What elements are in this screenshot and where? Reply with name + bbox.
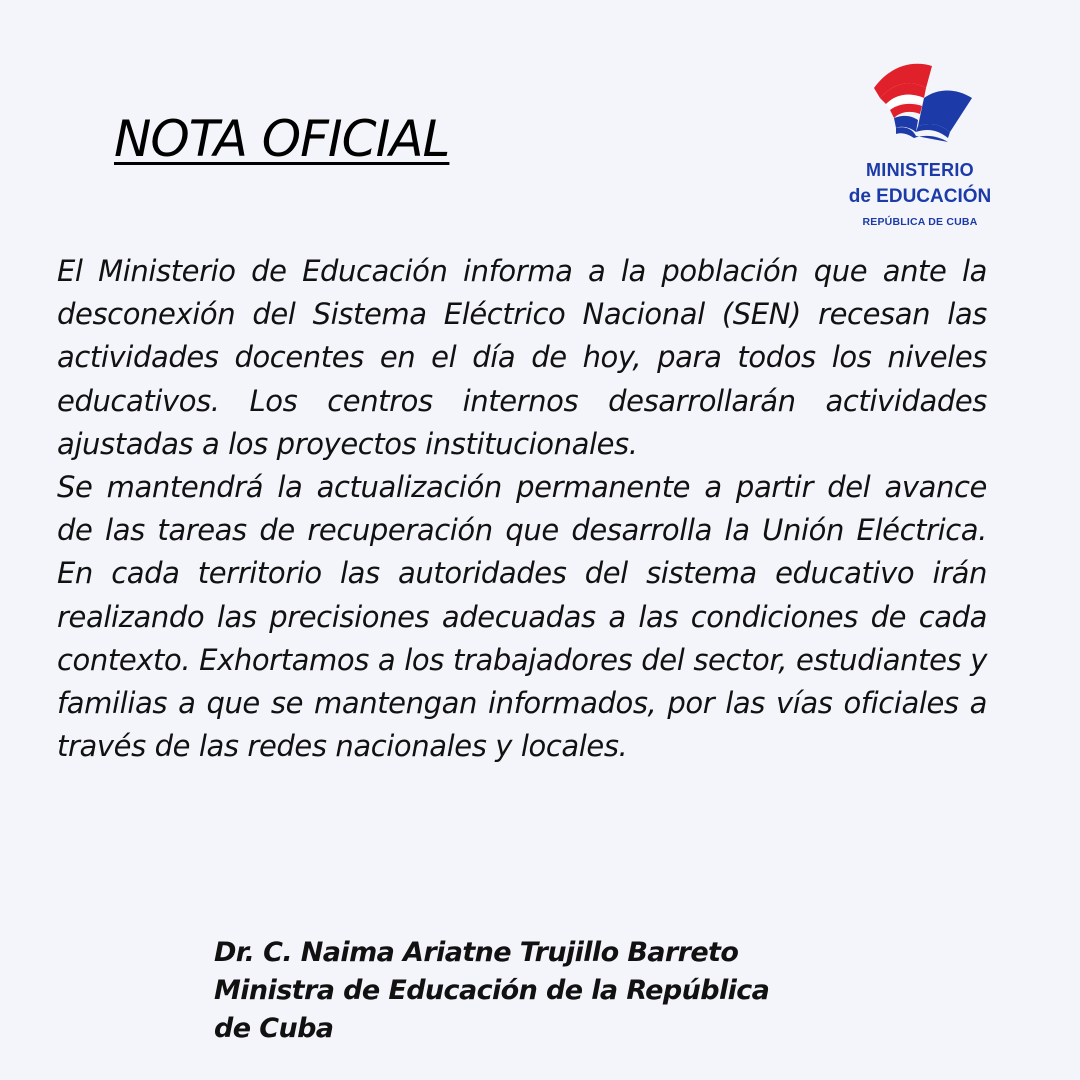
signature-role-line1: Ministra de Educación de la República — [214, 975, 770, 1006]
body-paragraph-1: El Ministerio de Educación informa a la población que ante la desconexión del Sistema Eléctrico Nacional (SEN) recesan las actividades docentes en el día de hoy, para todos los niveles educativos. Los centros internos desarrollarán actividades ajustadas a los proyectos institucionales. — [57, 254, 987, 461]
official-note-body — [57, 250, 987, 768]
open-book-icon — [868, 58, 978, 148]
logo-text-educacion: de EDUCACIÓN — [848, 186, 992, 207]
page-title: NOTA OFICIAL — [114, 110, 450, 168]
logo-text-republica: REPÚBLICA DE CUBA — [862, 216, 978, 228]
ministry-logo — [830, 58, 1010, 238]
logo-text-ministerio: MINISTERIO — [865, 160, 974, 180]
signature-role-line2: de Cuba — [214, 1013, 334, 1044]
signature-block — [214, 934, 769, 1048]
body-paragraph-2: Se mantendrá la actualización permanente a partir del avance de las tareas de recuperación que desarrolla la Unión Eléctrica. En cada territorio las autoridades del sistema educativo irán realizando las precisiones adecuadas a las condiciones de cada contexto. Exhortamos a los trabajadores del sector, estudiantes y familias a que se mantengan informados, por las vías oficiales a través de las redes nacionales y locales. — [57, 470, 987, 764]
signature-name: Dr. C. Naima Ariatne Trujillo Barreto — [214, 937, 739, 968]
